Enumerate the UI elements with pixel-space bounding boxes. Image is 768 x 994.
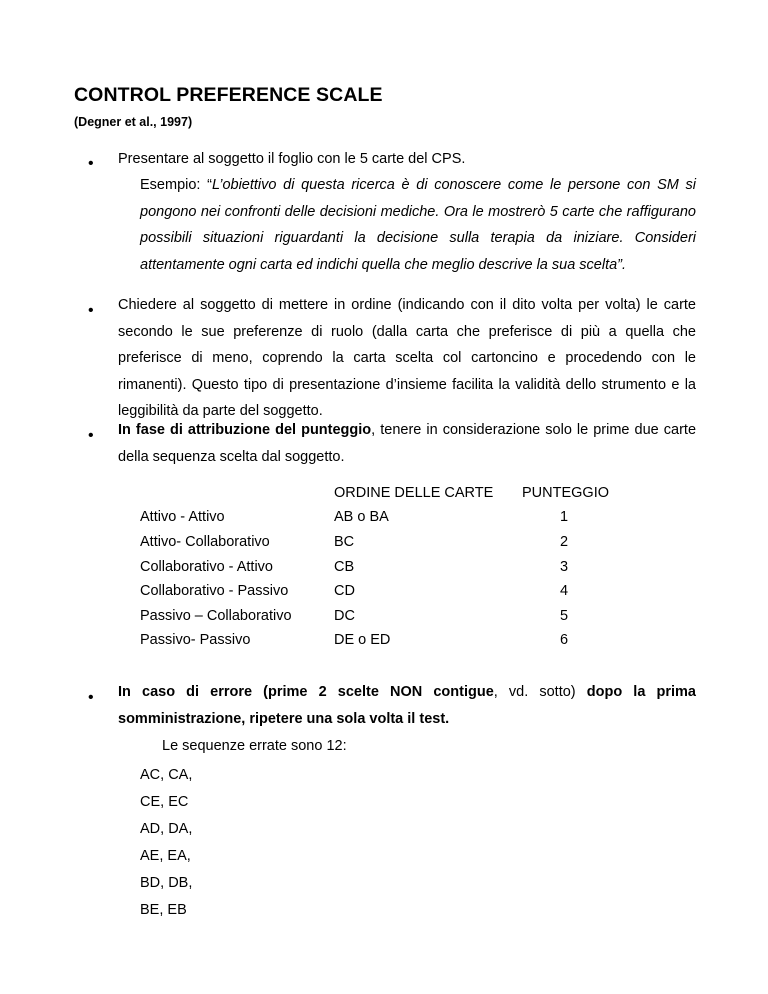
error-sequence-item: CE, EC	[140, 794, 189, 810]
example-quote	[140, 172, 696, 278]
table-row-order: DC	[334, 608, 355, 624]
document-title: CONTROL PREFERENCE SCALE	[74, 84, 383, 106]
bullet4-bold-2: dopo la prima somministrazione, ripetere una sola volta il test.	[118, 684, 696, 727]
table-row-score: 4	[559, 583, 569, 599]
bullet4-middle: , vd. sotto)	[493, 684, 587, 700]
table-header-order: ORDINE DELLE CARTE	[334, 485, 494, 501]
error-sequences-intro: Le sequenze errate sono 12:	[162, 738, 347, 754]
table-row-order: DE o ED	[334, 632, 391, 648]
error-sequence-item: AD, DA,	[140, 821, 193, 837]
table-row-order: BC	[334, 534, 355, 550]
table-row-order: CB	[334, 559, 355, 575]
bullet-marker: •	[88, 155, 94, 172]
bullet4-text	[118, 679, 696, 732]
table-row-score: 5	[559, 608, 569, 624]
document-citation: (Degner et al., 1997)	[74, 115, 193, 129]
table-row-score: 3	[559, 559, 569, 575]
bullet3-text	[118, 417, 696, 470]
error-sequence-item: BE, EB	[140, 902, 187, 918]
bullet-marker: •	[88, 689, 94, 706]
table-row-label: Passivo- Passivo	[140, 632, 251, 648]
table-row-label: Passivo – Collaborativo	[140, 608, 292, 624]
bullet-marker: •	[88, 427, 94, 444]
bullet3-bold: In fase di attribuzione del punteggio	[118, 422, 372, 438]
table-row-score: 6	[559, 632, 569, 648]
table-row-score: 1	[559, 509, 569, 525]
table-row-label: Collaborativo - Passivo	[140, 583, 289, 599]
example-prefix: Esempio: “	[140, 177, 212, 193]
bullet3-rest: , tenere in considerazione solo le prime due carte della sequenza scelta dal soggetto.	[118, 422, 697, 465]
error-sequence-item: AC, CA,	[140, 767, 193, 783]
example-text: L’obiettivo di questa ricerca è di conoscere come le persone con SM si pongono nei confronti delle decisioni mediche. Ora le mostrerò 5 carte che raffigurano possibili situazioni riguardanti la decisione sulla terapia da iniziare. Consideri attentamente ogni carta ed indichi quella che meglio descrive la sua scelta	[140, 177, 696, 273]
error-sequence-item: BD, DB,	[140, 875, 193, 891]
table-header-score: PUNTEGGIO	[522, 485, 610, 501]
table-row-order: CD	[334, 583, 355, 599]
bullet2-text: Chiedere al soggetto di mettere in ordine (indicando con il dito volta per volta) le carte secondo le sue preferenze di ruolo (dalla carta che preferisce di più a quella che preferisce di meno, coprendo la carta scelta col cartoncino e procedendo con le rimanenti). Questo tipo di presentazione d’insieme facilita la validità dello strumento e la leggibilità da parte del soggetto.	[118, 297, 696, 419]
table-row-label: Collaborativo - Attivo	[140, 559, 273, 575]
table-row-order: AB o BA	[334, 509, 389, 525]
table-row-label: Attivo- Collaborativo	[140, 534, 270, 550]
example-suffix: ”.	[617, 256, 627, 273]
bullet-marker: •	[88, 302, 94, 319]
error-sequence-item: AE, EA,	[140, 848, 191, 864]
bullet4-bold-1: In caso di errore (prime 2 scelte NON contigue	[118, 684, 494, 700]
table-row-score: 2	[559, 534, 569, 550]
table-row-label: Attivo - Attivo	[140, 509, 225, 525]
bullet1-text: Presentare al soggetto il foglio con le 5 carte del CPS.	[118, 151, 466, 167]
